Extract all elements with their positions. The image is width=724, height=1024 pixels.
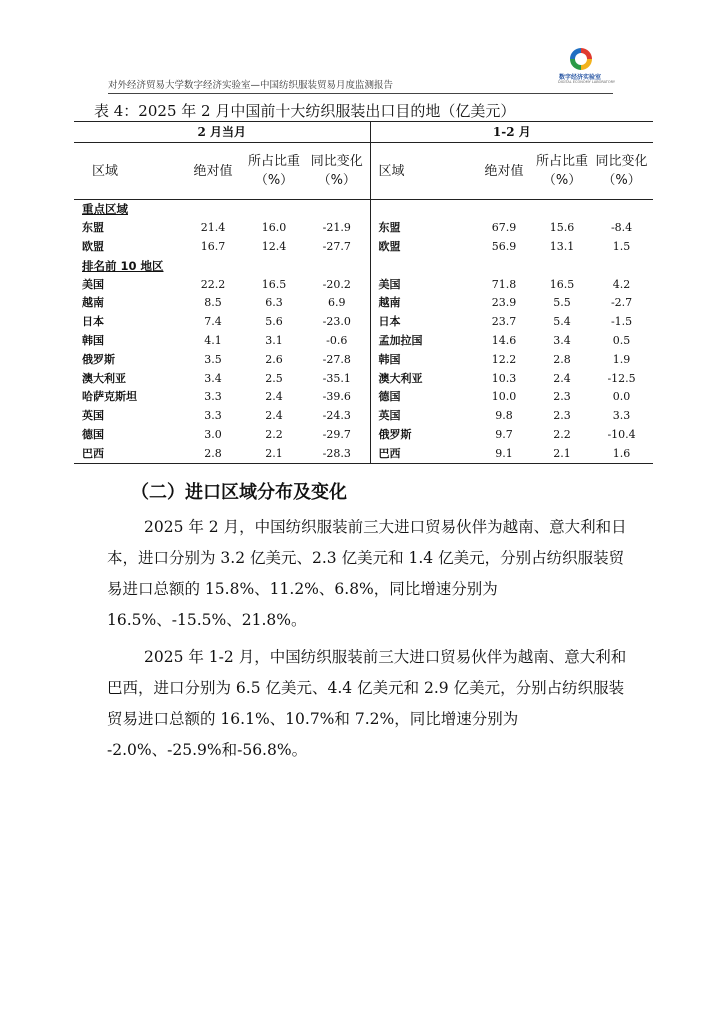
cell-r-yoy: 0.0 (612, 390, 631, 404)
col-header-share: 所占比重 （%） (534, 143, 590, 200)
cell-r-value: 9.1 (474, 444, 534, 463)
cell-r-share: 2.1 (534, 444, 590, 463)
cell-r-region: 巴西 (370, 444, 474, 463)
cell-l-region: 英国 (82, 409, 104, 423)
table-caption: 表 4：2025 年 2 月中国前十大纺织服装出口目的地（亿美元） (94, 102, 516, 120)
cell-r-yoy: -1.5 (610, 315, 633, 329)
cell-r-region: 英国 (378, 409, 401, 423)
table-row (74, 238, 653, 257)
cell-r-region: 孟加拉国 (378, 333, 423, 347)
table-row (74, 369, 653, 388)
cell-l-share: 3.1 (265, 333, 283, 347)
cell-l-region: 澳大利亚 (82, 371, 126, 385)
cell-r-region: 越南 (378, 296, 401, 310)
cell-l-region: 越南 (82, 296, 104, 310)
cell-l-region: 日本 (82, 315, 104, 329)
cell-l-yoy: -24.3 (304, 407, 370, 426)
cell-r-value: 71.8 (491, 277, 517, 291)
cell-l-value: 8.5 (204, 296, 222, 310)
table-row (74, 332, 653, 351)
cell-l-yoy: -27.7 (304, 238, 370, 257)
key-regions-body (74, 219, 653, 257)
cell-l-value: 22.2 (200, 277, 226, 291)
cell-r-yoy: -12.5 (607, 371, 636, 385)
cell-l-yoy: -29.7 (304, 426, 370, 445)
cell-l-value: 3.3 (204, 390, 222, 404)
cell-r-value: 12.2 (491, 352, 517, 366)
col-header-yoy: 同比变化 （%） (304, 143, 370, 200)
col-header-region: 区域 (74, 143, 182, 200)
cell-r-value: 23.7 (491, 315, 517, 329)
cell-r-region: 澳大利亚 (378, 371, 423, 385)
paragraph-jan-feb-imports: 2025 年 1-2 月，中国纺织服装前三大进口贸易伙伴为越南、意大利和巴西，进口分别为 6.5 亿美元、4.4 亿美元和 2.9 亿美元，分别占纺织服装贸易进口总额的 16.1%、10.7%和 7.2%，同比增速分别为 -2.0%、-25.9%和-56.8%。 (107, 648, 627, 759)
cell-l-share: 5.6 (265, 315, 283, 329)
cell-r-region: 俄罗斯 (378, 427, 412, 441)
cell-r-yoy: 0.5 (612, 333, 631, 347)
cell-l-share: 2.4 (265, 409, 283, 423)
cell-r-share: 2.3 (553, 409, 571, 423)
cell-l-yoy: -35.1 (304, 369, 370, 388)
cell-r-region: 日本 (378, 315, 401, 329)
cell-r-yoy: -8.4 (610, 221, 633, 235)
cell-r-share: 15.6 (549, 221, 575, 235)
cell-l-value: 4.1 (204, 333, 222, 347)
table-row (74, 294, 653, 313)
table-row (74, 350, 653, 369)
cell-l-yoy: -0.6 (304, 332, 370, 351)
cell-l-value: 3.5 (204, 352, 222, 366)
cell-r-share: 2.4 (553, 371, 571, 385)
cell-l-yoy: -28.3 (304, 444, 370, 463)
cell-r-yoy: 3.3 (612, 409, 631, 423)
cell-r-value: 10.0 (491, 390, 517, 404)
cell-l-value: 3.4 (204, 371, 222, 385)
cell-r-share: 2.8 (553, 352, 571, 366)
cell-r-yoy: 1.5 (612, 239, 631, 253)
cell-l-region: 俄罗斯 (82, 352, 115, 366)
cell-r-share: 2.2 (553, 427, 571, 441)
cell-l-region: 美国 (82, 277, 104, 291)
cell-r-value: 10.3 (491, 371, 517, 385)
cell-r-yoy: 4.2 (612, 277, 631, 291)
cell-l-value: 2.8 (182, 444, 244, 463)
cell-l-value: 3.0 (204, 427, 222, 441)
lab-logo (558, 48, 616, 90)
cell-r-share: 5.5 (553, 296, 571, 310)
cell-l-yoy: -23.0 (304, 313, 370, 332)
cell-l-region: 哈萨克斯坦 (82, 390, 137, 404)
cell-l-region: 德国 (82, 427, 104, 441)
top10-body (74, 275, 653, 463)
col-header-value: 绝对值 (474, 143, 534, 200)
table-row (74, 219, 653, 238)
table-row (74, 275, 653, 294)
cell-l-value: 7.4 (204, 315, 222, 329)
cell-l-share: 16.0 (261, 221, 287, 235)
table-row (74, 444, 653, 463)
cell-l-share: 2.6 (265, 352, 283, 366)
cell-r-region: 东盟 (378, 221, 401, 235)
cell-l-share: 12.4 (261, 239, 287, 253)
cell-l-value: 3.3 (204, 409, 222, 423)
running-title: 对外经济贸易大学数字经济实验室—中国纺织服装贸易月度监测报告 (108, 80, 394, 91)
logo-text: 数字经济实验室 (558, 74, 601, 81)
cell-l-region: 东盟 (82, 221, 104, 235)
cell-l-yoy: -39.6 (304, 388, 370, 407)
running-header (108, 76, 616, 94)
cell-l-yoy: -20.2 (304, 275, 370, 294)
cell-l-region: 韩国 (82, 333, 104, 347)
paragraph-feb-imports: 2025 年 2 月，中国纺织服装前三大进口贸易伙伴为越南、意大利和日本，进口分别为 3.2 亿美元、2.3 亿美元和 1.4 亿美元，分别占纺织服装贸易进口总额的 15.8%、11.2%、6.8%，同比增速分别为 16.5%、-15.5%、21.8%。 (107, 518, 627, 629)
col-header-share: 所占比重 （%） (244, 143, 304, 200)
cell-l-value: 21.4 (200, 221, 226, 235)
cell-r-region: 韩国 (378, 352, 401, 366)
table-row (74, 426, 653, 445)
table-row (74, 407, 653, 426)
section-label-top10: 排名前 10 地区 (82, 258, 164, 273)
cell-r-region: 德国 (378, 390, 401, 404)
cell-l-yoy: 6.9 (304, 294, 370, 313)
col-header-region: 区域 (370, 143, 474, 200)
cell-l-share: 16.5 (261, 277, 287, 291)
cell-r-share: 2.3 (553, 390, 571, 404)
cell-r-share: 16.5 (549, 277, 575, 291)
cell-r-share: 13.1 (549, 239, 575, 253)
cell-r-share: 3.4 (553, 333, 571, 347)
cell-r-yoy: -10.4 (607, 427, 636, 441)
cell-l-region: 欧盟 (82, 239, 104, 253)
cell-r-region: 美国 (378, 277, 401, 291)
logo-subtext: DIGITAL ECONOMY LABORATORY (558, 80, 616, 84)
cell-l-share: 2.4 (265, 390, 283, 404)
cell-l-share: 2.5 (265, 371, 283, 385)
cell-r-yoy: 1.9 (612, 352, 631, 366)
cell-r-region: 欧盟 (378, 239, 401, 253)
cell-l-yoy: -27.8 (304, 350, 370, 369)
cell-r-value: 9.8 (495, 409, 513, 423)
cell-r-value: 23.9 (491, 296, 517, 310)
group-header-row (74, 122, 653, 143)
group-header-jan-feb: 1-2 月 (370, 122, 653, 143)
cell-r-yoy: 1.6 (590, 444, 653, 463)
section-row-key-regions (74, 200, 653, 219)
cell-r-value: 56.9 (491, 239, 517, 253)
cell-r-value: 67.9 (491, 221, 517, 235)
cell-l-region: 巴西 (74, 444, 182, 463)
cell-r-value: 14.6 (491, 333, 517, 347)
cell-l-share: 6.3 (265, 296, 283, 310)
section-heading: （二）进口区域分布及变化 (131, 482, 347, 503)
export-destinations-table (74, 121, 653, 464)
table-row (74, 388, 653, 407)
table-row (74, 313, 653, 332)
section-label-key-regions: 重点区域 (82, 202, 128, 217)
cell-l-yoy: -21.9 (304, 219, 370, 238)
col-header-yoy: 同比变化 （%） (590, 143, 653, 200)
group-header-feb: 2 月当月 (74, 122, 370, 143)
cell-l-value: 16.7 (200, 239, 226, 253)
cell-r-value: 9.7 (495, 427, 513, 441)
section-row-top10 (74, 256, 653, 275)
col-header-value: 绝对值 (182, 143, 244, 200)
column-header-row (74, 143, 653, 200)
cell-l-share: 2.1 (244, 444, 304, 463)
cell-r-share: 5.4 (553, 315, 571, 329)
cell-r-yoy: -2.7 (610, 296, 633, 310)
cell-l-share: 2.2 (265, 427, 283, 441)
